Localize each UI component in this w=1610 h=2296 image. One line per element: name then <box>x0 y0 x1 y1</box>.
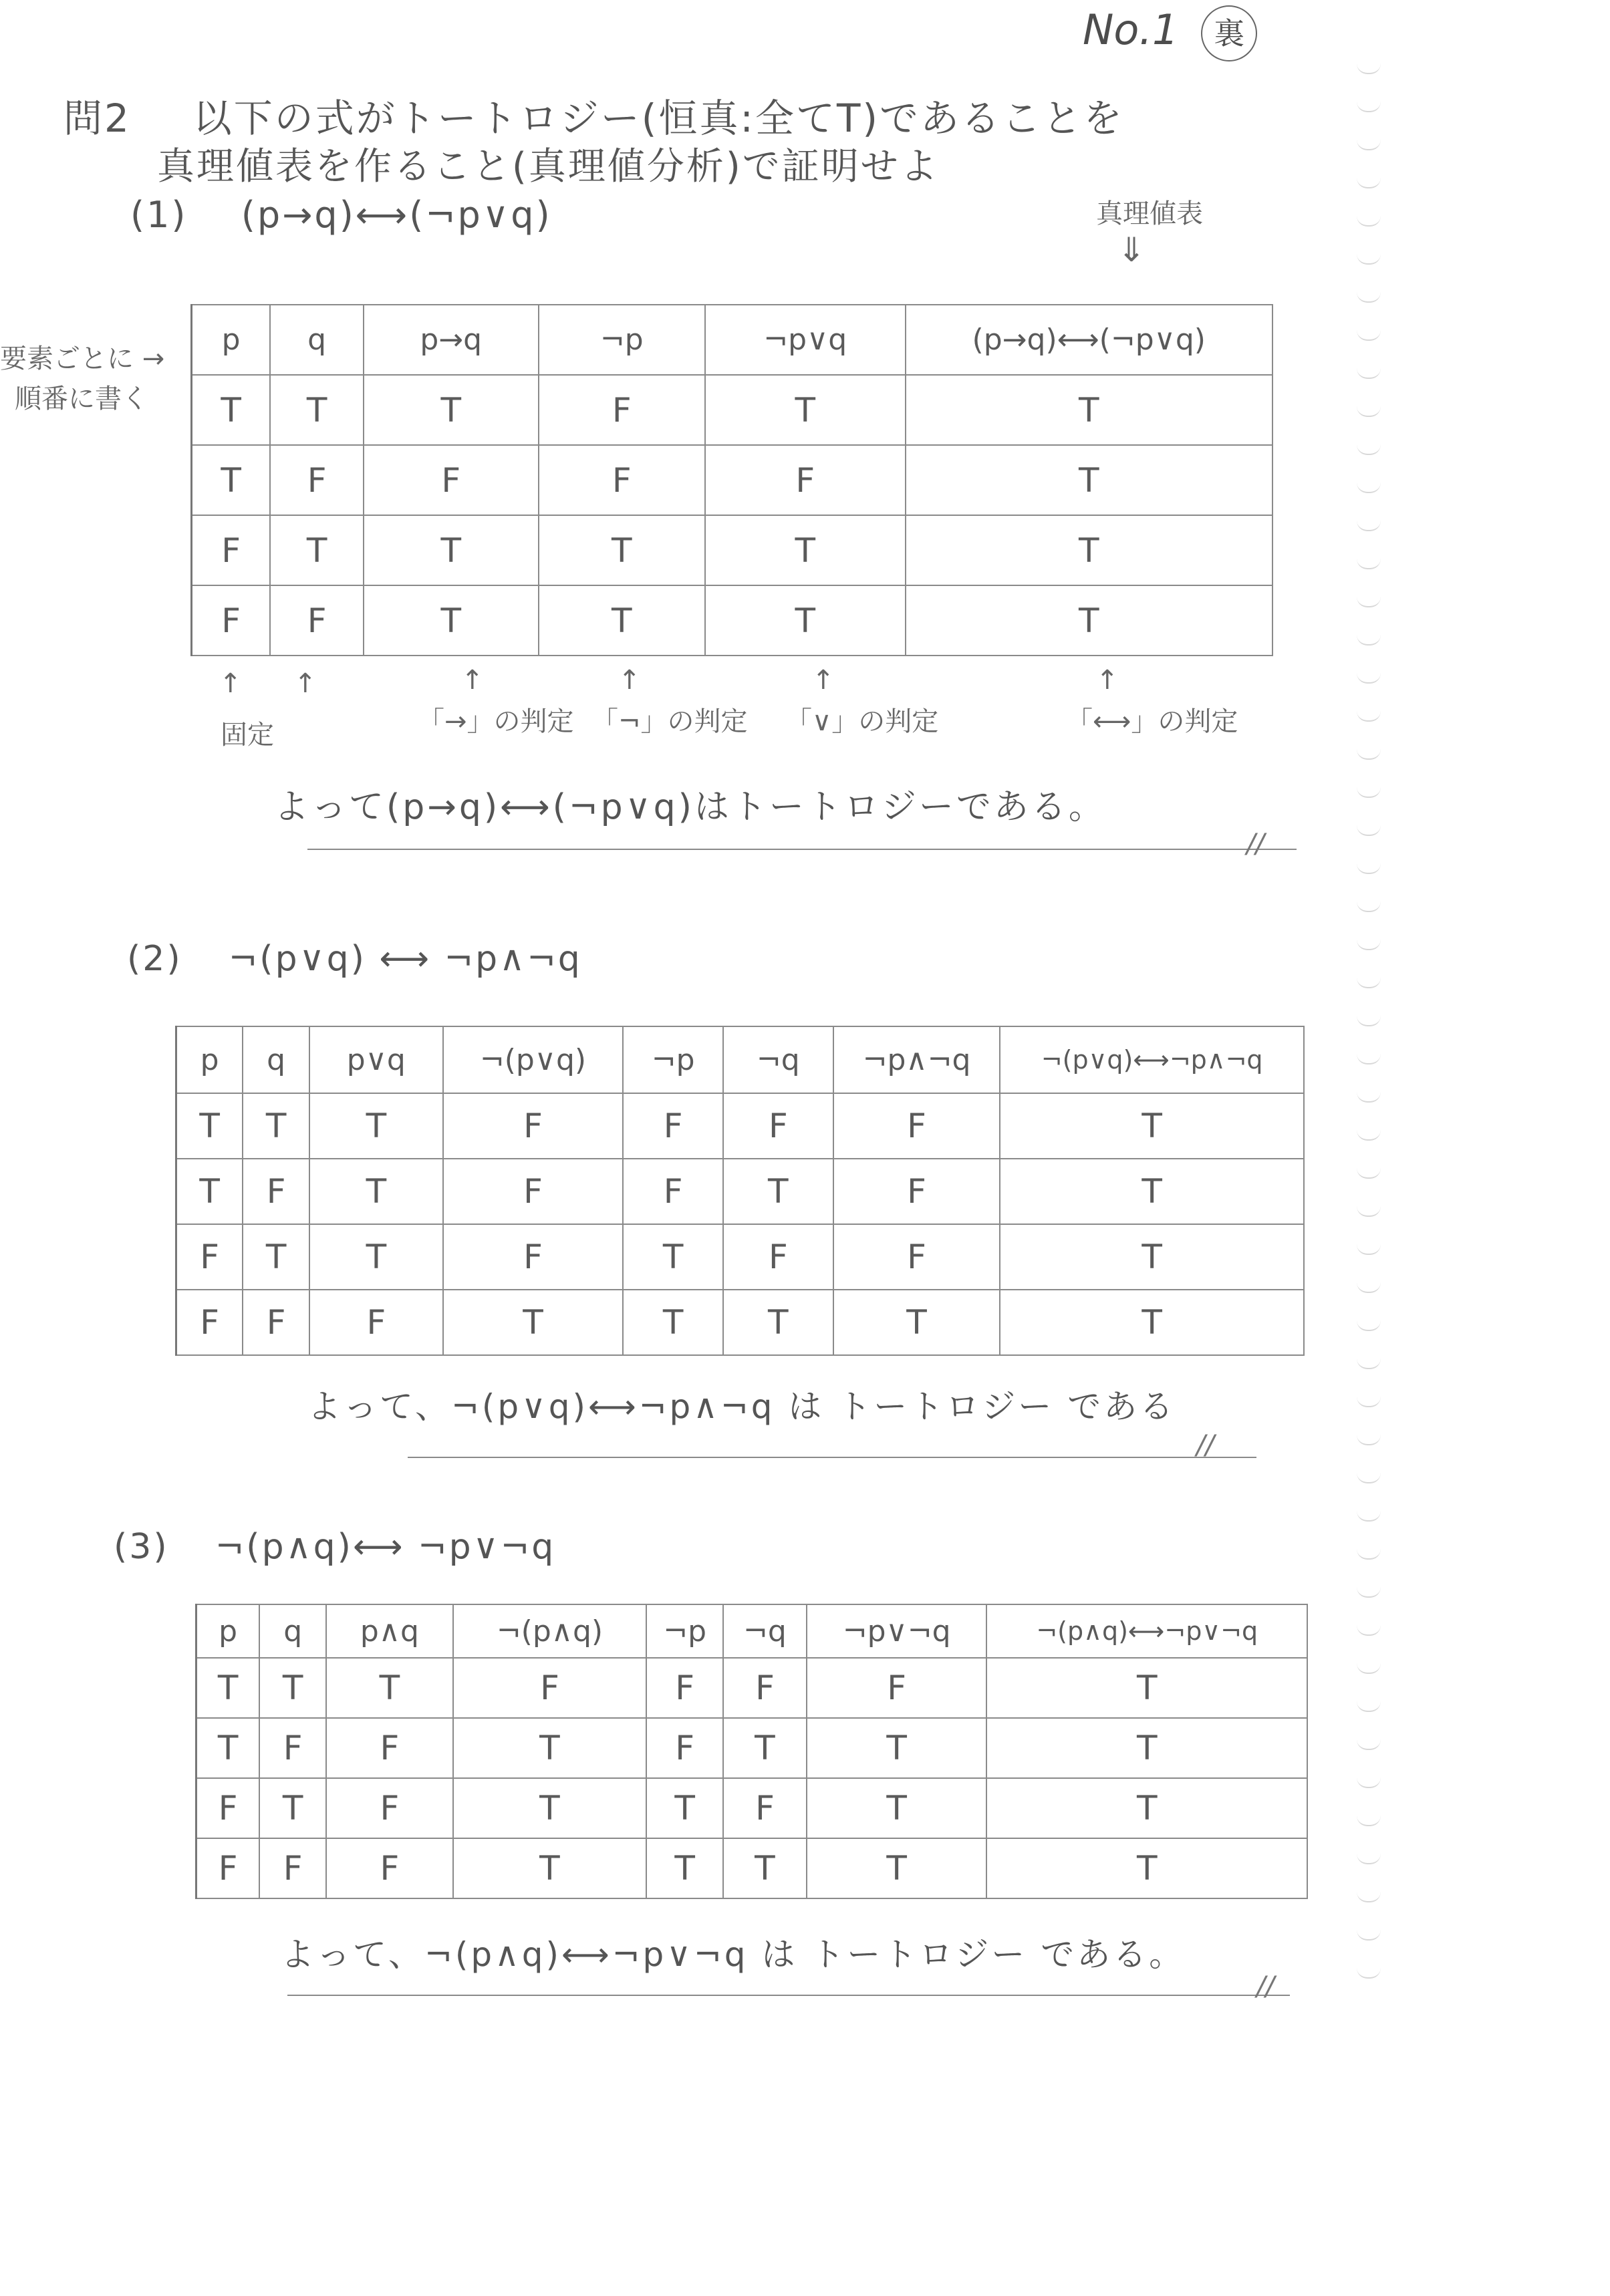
end-mark-1: // <box>1246 829 1264 859</box>
margin-mark <box>1357 711 1381 722</box>
end-mark-3: // <box>1256 1971 1274 2002</box>
problem3-label: (3) <box>114 1527 169 1567</box>
margin-mark <box>1357 1625 1381 1636</box>
table3-cell: F <box>723 1778 807 1838</box>
truth-table-1 <box>190 304 1273 656</box>
table1-row <box>192 515 1273 585</box>
table2-cell: T <box>443 1290 624 1355</box>
table3-cell: T <box>986 1838 1307 1898</box>
page-number-text: No.1 <box>1083 5 1179 54</box>
margin-mark <box>1357 368 1381 379</box>
margin-mark <box>1357 178 1381 188</box>
annotation-fixed: 固定 <box>221 720 274 750</box>
margin-mark <box>1357 216 1381 227</box>
table1-cell: T <box>705 585 906 656</box>
margin-mark <box>1357 1549 1381 1560</box>
table2-cell: F <box>443 1224 624 1290</box>
annotation-iff: 「⟷」の判定 <box>1066 706 1238 737</box>
margin-mark <box>1357 1854 1381 1864</box>
margin-mark <box>1357 1016 1381 1026</box>
margin-mark <box>1357 1739 1381 1750</box>
annotation-or: 「∨」の判定 <box>785 706 939 737</box>
table2-header-cell: ¬(p∨q) <box>443 1026 624 1093</box>
page-side-circle: 裏 <box>1201 5 1257 61</box>
table1-row <box>192 375 1273 445</box>
table2-cell: T <box>1000 1224 1304 1290</box>
problem2-label: (2) <box>127 939 182 979</box>
conclusion1-underline <box>307 849 1297 850</box>
table2-cell: F <box>623 1159 723 1224</box>
table1-cell: F <box>364 445 539 515</box>
question-label: 問2 <box>63 96 131 141</box>
margin-mark <box>1357 1777 1381 1788</box>
table3-cell: T <box>259 1658 326 1718</box>
margin-mark <box>1357 559 1381 569</box>
margin-mark <box>1357 1587 1381 1598</box>
table3-header-cell: ¬(p∧q) <box>453 1604 647 1658</box>
table1-row <box>192 585 1273 656</box>
table3-cell: T <box>453 1718 647 1778</box>
table2-cell: T <box>243 1224 309 1290</box>
margin-mark <box>1357 673 1381 684</box>
problem1-conclusion: よって(p→q)⟷(¬p∨q)はトートロジーである。 <box>274 787 1106 827</box>
table2-cell: F <box>443 1093 624 1159</box>
table3-cell: F <box>326 1718 453 1778</box>
table3-header-row <box>196 1604 1308 1658</box>
table3-cell: F <box>326 1778 453 1838</box>
margin-mark <box>1357 1168 1381 1179</box>
arrow-up-icon: ↑ <box>219 668 242 699</box>
table3-cell: T <box>259 1778 326 1838</box>
margin-mark <box>1357 635 1381 645</box>
margin-mark <box>1357 1968 1381 1979</box>
table2-cell: F <box>176 1224 243 1290</box>
table1-cell: T <box>192 445 271 515</box>
truth-table-2 <box>175 1026 1305 1356</box>
table1-header-cell: q <box>270 305 364 375</box>
margin-mark <box>1357 1244 1381 1255</box>
table3-cell: F <box>259 1838 326 1898</box>
table2-cell: T <box>833 1290 1000 1355</box>
margin-mark <box>1357 978 1381 988</box>
margin-mark <box>1357 1320 1381 1331</box>
margin-mark <box>1357 1282 1381 1293</box>
table2-cell: F <box>243 1290 309 1355</box>
arrow-up-icon: ↑ <box>812 665 835 696</box>
table1-cell: T <box>364 375 539 445</box>
table2-cell: F <box>443 1159 624 1224</box>
problem2-conclusion: よって、¬(p∨q)⟷¬p∧¬q は トートロジー である <box>307 1387 1176 1426</box>
annotation-implies: 「→」の判定 <box>418 706 574 737</box>
table3-cell: T <box>723 1718 807 1778</box>
table3-cell: T <box>646 1778 723 1838</box>
table3-header-cell: ¬p∨¬q <box>807 1604 987 1658</box>
end-mark-2: // <box>1196 1430 1214 1461</box>
table1-header-cell: p→q <box>364 305 539 375</box>
table3-header-cell: p <box>196 1604 260 1658</box>
margin-mark <box>1357 825 1381 836</box>
table3-cell: F <box>723 1658 807 1718</box>
table3-cell: F <box>646 1658 723 1718</box>
table3-cell: T <box>807 1778 987 1838</box>
margin-mark <box>1357 1358 1381 1369</box>
problem2-heading <box>127 939 582 979</box>
table2-cell: T <box>309 1159 443 1224</box>
table1-header-cell: p <box>192 305 271 375</box>
table2-cell: F <box>623 1093 723 1159</box>
table3-row <box>196 1838 1308 1898</box>
problem1-label: (1) <box>130 194 188 236</box>
table1-cell: F <box>270 585 364 656</box>
table1-cell: F <box>539 445 705 515</box>
table3-cell: F <box>646 1718 723 1778</box>
table1-cell: T <box>270 375 364 445</box>
table3-cell: T <box>723 1838 807 1898</box>
table3-cell: T <box>986 1778 1307 1838</box>
table2-cell: T <box>176 1093 243 1159</box>
margin-mark <box>1357 482 1381 493</box>
margin-mark <box>1357 940 1381 950</box>
arrow-up-icon: ↑ <box>294 668 317 699</box>
truth-table-note-arrow: ⇓ <box>1117 231 1146 269</box>
margin-mark <box>1357 1435 1381 1445</box>
arrow-up-icon: ↑ <box>618 665 641 696</box>
table2-cell: F <box>243 1159 309 1224</box>
table3-cell: F <box>196 1838 260 1898</box>
side-note-line-1: 要素ごとに → <box>0 343 165 374</box>
table1-cell: F <box>192 585 271 656</box>
table3-cell: T <box>807 1838 987 1898</box>
margin-mark <box>1357 1511 1381 1522</box>
table1-cell: T <box>539 585 705 656</box>
table3-cell: T <box>453 1778 647 1838</box>
table1-cell: F <box>192 515 271 585</box>
margin-mark <box>1357 863 1381 874</box>
table3-cell: T <box>986 1658 1307 1718</box>
arrow-up-icon: ↑ <box>1096 665 1119 696</box>
table3-row <box>196 1718 1308 1778</box>
problem1-formula: (p→q)⟷(¬p∨q) <box>241 194 552 236</box>
margin-mark <box>1357 787 1381 798</box>
table3-header-cell: ¬q <box>723 1604 807 1658</box>
problem2-formula: ¬(p∨q) ⟷ ¬p∧¬q <box>228 939 582 979</box>
table2-cell: T <box>623 1224 723 1290</box>
table2-cell: T <box>1000 1290 1304 1355</box>
table1-cell: T <box>270 515 364 585</box>
table1-cell: F <box>270 445 364 515</box>
table1-cell: F <box>705 445 906 515</box>
question-line-2: 真理値表を作ること(真理値分析)で証明せよ <box>157 145 940 188</box>
table3-cell: T <box>453 1838 647 1898</box>
table2-header-cell: ¬q <box>723 1026 833 1093</box>
margin-mark <box>1357 254 1381 265</box>
table2-cell: T <box>623 1290 723 1355</box>
table2-cell: F <box>833 1093 1000 1159</box>
table3-cell: F <box>807 1658 987 1718</box>
margin-mark <box>1357 1092 1381 1103</box>
table2-cell: F <box>723 1093 833 1159</box>
table3-cell: T <box>646 1838 723 1898</box>
table2-cell: F <box>833 1159 1000 1224</box>
table2-cell: T <box>309 1093 443 1159</box>
page-number <box>1083 5 1257 61</box>
table1-cell: T <box>705 375 906 445</box>
table1-header-cell: ¬p∨q <box>705 305 906 375</box>
table2-cell: T <box>176 1159 243 1224</box>
table2-cell: F <box>833 1224 1000 1290</box>
table1-row <box>192 445 1273 515</box>
table2-cell: T <box>723 1159 833 1224</box>
problem3-heading <box>114 1527 555 1567</box>
table3-cell: F <box>259 1718 326 1778</box>
truth-table-3 <box>195 1604 1308 1899</box>
table3-cell: T <box>196 1718 260 1778</box>
margin-mark <box>1357 1663 1381 1674</box>
conclusion3-underline <box>287 1995 1290 1996</box>
table3-header-cell: ¬(p∧q)⟷¬p∨¬q <box>986 1604 1307 1658</box>
margin-mark <box>1357 330 1381 341</box>
table3-header-cell: p∧q <box>326 1604 453 1658</box>
table2-cell: F <box>176 1290 243 1355</box>
table2-cell: T <box>309 1224 443 1290</box>
table3-row <box>196 1658 1308 1718</box>
table1-cell: T <box>906 445 1273 515</box>
table2-header-cell: ¬p <box>623 1026 723 1093</box>
table3-cell: F <box>453 1658 647 1718</box>
annotation-not: 「¬」の判定 <box>591 706 748 737</box>
margin-mark <box>1357 140 1381 150</box>
margin-mark <box>1357 406 1381 417</box>
table1-cell: T <box>705 515 906 585</box>
table2-row <box>176 1290 1305 1355</box>
question-title <box>63 87 1124 143</box>
margin-mark <box>1357 102 1381 112</box>
margin-mark <box>1357 1930 1381 1941</box>
problem1-heading <box>130 194 552 236</box>
margin-mark <box>1357 1397 1381 1407</box>
margin-mark <box>1357 901 1381 912</box>
table2-cell: T <box>723 1290 833 1355</box>
table2-cell: T <box>243 1093 309 1159</box>
table3-cell: T <box>986 1718 1307 1778</box>
table3-header-cell: q <box>259 1604 326 1658</box>
table1-cell: T <box>906 375 1273 445</box>
problem3-formula: ¬(p∧q)⟷ ¬p∨¬q <box>215 1527 556 1567</box>
margin-mark <box>1357 1206 1381 1217</box>
table1-cell: F <box>539 375 705 445</box>
arrow-up-icon: ↑ <box>461 665 484 696</box>
table2-row <box>176 1093 1305 1159</box>
table1-cell: T <box>192 375 271 445</box>
margin-mark <box>1357 63 1381 74</box>
table1-cell: T <box>364 515 539 585</box>
table2-cell: T <box>1000 1159 1304 1224</box>
table3-cell: F <box>196 1778 260 1838</box>
table1-header-cell: (p→q)⟷(¬p∨q) <box>906 305 1273 375</box>
table3-cell: T <box>326 1658 453 1718</box>
table1-header-cell: ¬p <box>539 305 705 375</box>
margin-mark <box>1357 292 1381 303</box>
table1-cell: T <box>364 585 539 656</box>
margin-mark <box>1357 444 1381 455</box>
margin-mark <box>1357 1816 1381 1826</box>
table2-cell: F <box>309 1290 443 1355</box>
table1-cell: T <box>906 515 1273 585</box>
truth-table-note: 真理値表 <box>1096 198 1203 229</box>
margin-mark <box>1357 1473 1381 1483</box>
table2-header-row <box>176 1026 1305 1093</box>
margin-mark <box>1357 1892 1381 1902</box>
table1-header-row <box>192 305 1273 375</box>
table3-row <box>196 1778 1308 1838</box>
table1-cell: T <box>906 585 1273 656</box>
problem3-conclusion: よって、¬(p∧q)⟷¬p∨¬q は トートロジー である。 <box>281 1935 1186 1974</box>
table3-cell: T <box>807 1718 987 1778</box>
side-note-line-2: 順番に書く <box>15 384 148 414</box>
table3-header-cell: ¬p <box>646 1604 723 1658</box>
table2-cell: F <box>723 1224 833 1290</box>
margin-mark <box>1357 1130 1381 1141</box>
table2-row <box>176 1224 1305 1290</box>
table3-cell: F <box>326 1838 453 1898</box>
table2-header-cell: p∨q <box>309 1026 443 1093</box>
table2-header-cell: p <box>176 1026 243 1093</box>
margin-mark <box>1357 749 1381 760</box>
table2-header-cell: q <box>243 1026 309 1093</box>
margin-mark <box>1357 1054 1381 1064</box>
table2-header-cell: ¬p∧¬q <box>833 1026 1000 1093</box>
margin-mark <box>1357 597 1381 607</box>
margin-mark <box>1357 521 1381 531</box>
table3-cell: T <box>196 1658 260 1718</box>
table2-cell: T <box>1000 1093 1304 1159</box>
margin-mark <box>1357 1701 1381 1712</box>
table2-header-cell: ¬(p∨q)⟷¬p∧¬q <box>1000 1026 1304 1093</box>
table2-row <box>176 1159 1305 1224</box>
conclusion2-underline <box>408 1457 1256 1458</box>
table1-cell: T <box>539 515 705 585</box>
question-line-1: 以下の式がトートロジー(恒真:全てT)であることを <box>192 96 1125 141</box>
